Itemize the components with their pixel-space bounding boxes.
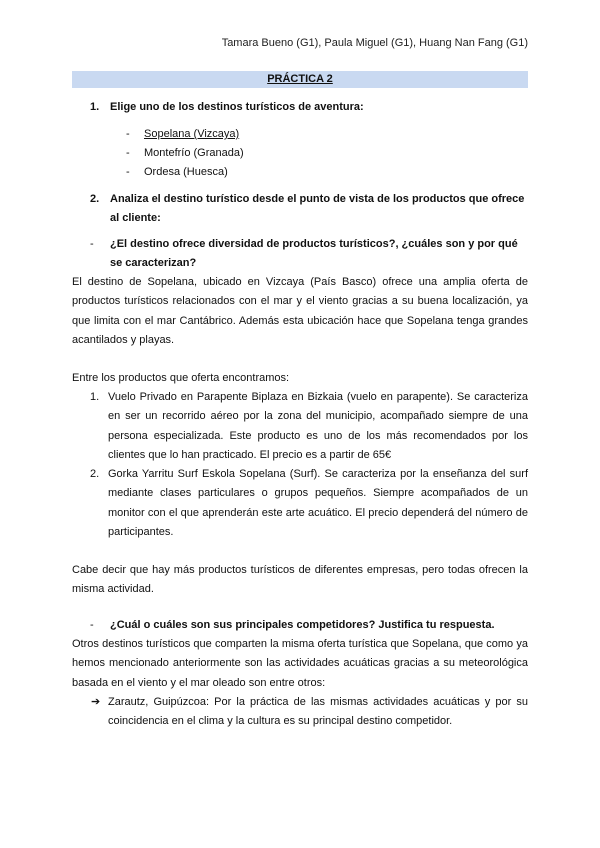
question-2	[72, 190, 528, 228]
dash-marker: -	[126, 128, 130, 140]
sub-question-2-text: ¿Cuál o cuáles son sus principales competidores? Justifica tu respuesta.	[110, 619, 495, 631]
question-1-text: Elige uno de los destinos turísticos de aventura:	[110, 101, 364, 113]
list-number: 2.	[90, 468, 100, 480]
question-2-number: 2.	[90, 193, 100, 205]
dash-marker: -	[126, 166, 130, 178]
product-text: Vuelo Privado en Parapente Biplaza en Bizkaia (vuelo en parapente). Se caracteriza en ser un recorrido aéreo por la zona del municipio, acompañado siempre de una persona especializada. Este producto es uno de los más recomendados por los clientes que lo han practicado. El precio es a partir de 65€	[108, 391, 528, 461]
product-text: Gorka Yarritu Surf Eskola Sopelana (Surf). Se caracteriza por la enseñanza del surf mediante clases particulares o grupos pequeños. Siempre acompañados de un monitor con el que aprenderán este arte acuático. El precio dependerá del número de participantes.	[108, 468, 528, 538]
page-header-authors: Tamara Bueno (G1), Paula Miguel (G1), Huang Nan Fang (G1)	[221, 37, 528, 49]
destination-label: Sopelana (Vizcaya)	[144, 128, 240, 140]
paragraph-products-intro: Entre los productos que oferta encontramos:	[72, 372, 290, 384]
destination-label: Ordesa (Huesca)	[144, 166, 228, 178]
paragraph-more-products: Cabe decir que hay más productos turísticos de diferentes empresas, pero todas ofrecen la misma actividad.	[72, 564, 528, 596]
sub-question-1	[72, 235, 528, 273]
arrow-icon: ➔	[91, 696, 101, 708]
competitor-text: Zarautz, Guipúzcoa: Por la práctica de las mismas actividades acuáticas y por su coincidencia en el clima y la cultura es su principal destino competidor.	[108, 696, 528, 728]
dash-marker: -	[90, 238, 94, 250]
document-title: PRÁCTICA 2	[72, 71, 528, 88]
paragraph-sopelana-intro: El destino de Sopelana, ubicado en Vizcaya (País Basco) ofrece una amplia oferta de productos turísticos relacionados con el mar y el viento gracias a su buena localización, ya que limita con el mar Cantábrico. Además esta ubicación hace que Sopelana tenga grandes acantilados y playas.	[72, 276, 528, 346]
destination-label: Montefrío (Granada)	[144, 147, 244, 159]
paragraph-competitors: Otros destinos turísticos que comparten la misma oferta turística que Sopelana, que como ya hemos mencionado anteriormente son las actividades acuáticas gracias a su meteorológica basada en el viento y el mar oleado son entre otros:	[72, 638, 528, 689]
question-1-number: 1.	[90, 101, 100, 113]
dash-marker: -	[126, 147, 130, 159]
dash-marker: -	[90, 619, 94, 631]
list-number: 1.	[90, 391, 100, 403]
sub-question-1-text: ¿El destino ofrece diversidad de productos turísticos?, ¿cuáles son y por qué se caracterizan?	[110, 238, 518, 269]
question-2-text: Analiza el destino turístico desde el punto de vista de los productos que ofrece al cliente:	[110, 193, 525, 224]
